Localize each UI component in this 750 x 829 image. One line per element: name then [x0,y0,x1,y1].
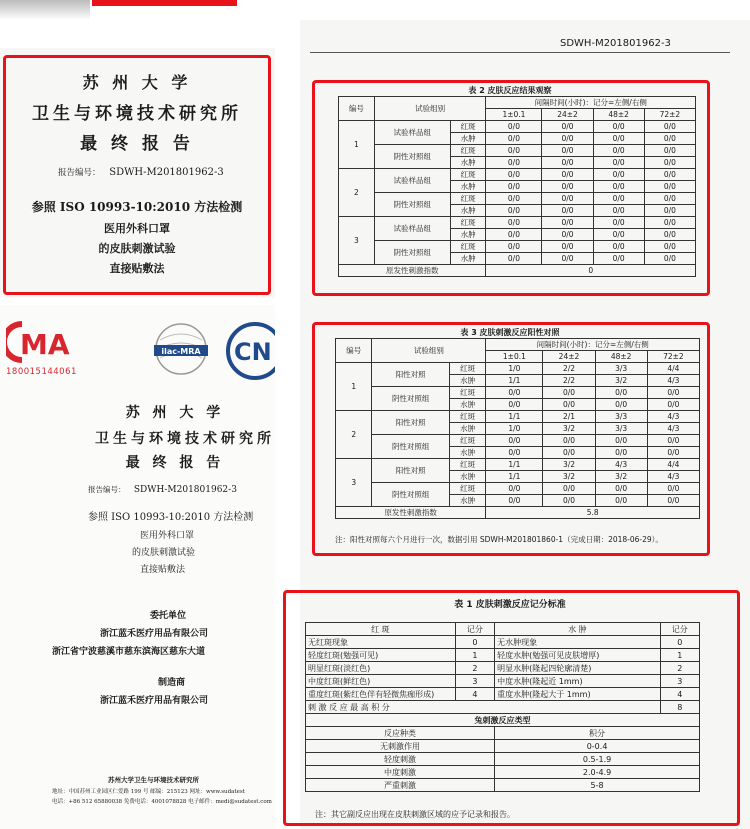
cnas-logo [220,322,275,380]
score-cell: 0/0 [644,145,695,157]
time-header: 48±2 [595,351,647,363]
reaction-type: 红斑 [450,217,486,229]
score-cell: 0/0 [593,193,644,205]
score-cell: 1/0 [486,423,543,435]
ilac-text: ilac-MRA [161,347,201,356]
col-time-header: 间隔时间(小时)：记分=左侧/右侧 [486,339,700,351]
cover2-institute-line2: 卫生与环境技术研究所 [95,431,275,447]
cover2-maker-label: 制造商 [158,678,186,688]
header-row [339,97,696,109]
table-row [336,459,700,471]
cover1-method: 直接贴敷法 [109,262,165,275]
erythema-desc: 重度红斑(紫红色伴有轻微焦痂形成) [306,688,456,701]
score-cell: 0/0 [644,205,695,217]
cover2-footer-addr: 地址：中国苏州工业园区仁爱路 199 号 邮编：215123 网址：www.sudatest [52,789,245,795]
reaction-type: 水肿 [449,447,485,459]
reaction-type: 水肿 [450,229,486,241]
col-group-header: 试验组别 [372,339,486,363]
score-cell: 0/0 [593,253,644,265]
type-col1: 反应种类 [306,727,495,740]
max-score-row [306,701,700,714]
ilac-mra-logo [150,322,212,377]
score-cell: 0/0 [486,495,543,507]
cover2-report-no-value: SDWH-M201801962-3 [133,485,237,495]
reaction-type: 红斑 [450,121,486,133]
type-header: 兔刺激反应类型 [306,714,700,727]
header-row [306,623,700,636]
score-cell: 0/0 [595,387,647,399]
col-time-header: 间隔时间(小时)：记分=左侧/右侧 [486,97,696,109]
group-name: 阳性对照 [372,411,449,435]
score-cell: 0/0 [644,181,695,193]
score-cell: 1/1 [486,459,543,471]
reaction-type: 水肿 [450,181,486,193]
type-name: 无刺激作用 [306,740,495,753]
reaction-type: 红斑 [450,193,486,205]
edema-desc: 无水肿现象 [495,636,660,649]
table-3-caption: 表 3 皮肤刺激反应阳性对照 [460,328,560,337]
reaction-type: 水肿 [450,205,486,217]
score-cell: 0/0 [543,387,595,399]
type-range: 0-0.4 [495,740,700,753]
score-cell: 0/0 [644,193,695,205]
score-cell: 0/0 [542,253,593,265]
cover2-report-no-label: 报告编号： [88,485,126,494]
time-header: 72±2 [647,351,699,363]
score-cell: 0/0 [486,229,542,241]
pii-value: 5.8 [486,507,700,519]
score-cell: 3/2 [595,375,647,387]
col-group-header: 试验组别 [374,97,486,121]
score-cell: 0/0 [593,133,644,145]
edema-desc: 重度水肿(隆起大于 1mm) [495,688,660,701]
time-header: 72±2 [644,109,695,121]
erythema-score: 3 [455,675,494,688]
cma-logo [6,320,78,364]
score-cell: 0/0 [595,495,647,507]
score-cell: 3/3 [595,411,647,423]
table-1 [305,622,700,792]
pii-row [339,265,696,277]
reaction-type: 红斑 [449,483,485,495]
header-report-number: SDWH-M201801962-3 [560,38,671,49]
erythema-score-header: 记分 [455,623,494,636]
type-name: 严重刺激 [306,779,495,792]
score-cell: 0/0 [542,133,593,145]
table-2 [338,96,696,277]
score-cell: 0/0 [486,133,542,145]
edema-score: 4 [660,688,699,701]
score-cell: 0/0 [543,495,595,507]
score-cell: 0/0 [593,121,644,133]
cover2-method-line: 参照 ISO 10993-10:2010 方法检测 [88,512,254,523]
erythema-score: 2 [455,662,494,675]
group-name: 阴性对照组 [374,241,450,265]
cover2-client-label: 委托单位 [150,611,187,621]
score-cell: 0/0 [543,435,595,447]
cover1-institute-line1: 苏 州 大 学 [82,73,192,92]
type-row [306,740,700,753]
score-cell: 0/0 [644,121,695,133]
table-row [339,121,696,133]
score-cell: 0/0 [644,229,695,241]
erythema-desc: 明显红斑(淡红色) [306,662,456,675]
score-cell: 2/2 [543,375,595,387]
table-row [339,145,696,157]
type-row [306,766,700,779]
reaction-type: 水肿 [449,399,485,411]
time-header: 48±2 [593,109,644,121]
score-cell: 4/3 [647,471,699,483]
cover2-client-name: 浙江蓝禾医疗用品有限公司 [100,629,209,639]
reaction-type: 水肿 [449,471,485,483]
type-range: 2.0-4.9 [495,766,700,779]
score-cell: 0/0 [486,157,542,169]
reaction-type: 水肿 [449,495,485,507]
edema-score: 1 [660,649,699,662]
group-name: 阴性对照组 [374,145,450,169]
reaction-type: 红斑 [450,241,486,253]
score-cell: 0/0 [542,217,593,229]
erythema-score: 1 [455,649,494,662]
score-cell: 0/0 [593,217,644,229]
score-cell: 0/0 [644,133,695,145]
score-cell: 0/0 [647,483,699,495]
type-col-row [306,727,700,740]
animal-number: 3 [336,459,372,507]
erythema-score: 4 [455,688,494,701]
table-row [339,169,696,181]
score-cell: 1/1 [486,411,543,423]
reaction-type: 红斑 [449,387,485,399]
cover1-report-no-label: 报告编号： [58,168,101,178]
score-cell: 0/0 [644,253,695,265]
erythema-score: 0 [455,636,494,649]
animal-number: 1 [339,121,375,169]
cover1-report-title: 最 终 报 告 [80,134,194,154]
table-row [339,241,696,253]
table-row [306,636,700,649]
score-cell: 0/0 [486,193,542,205]
type-header-row [306,714,700,727]
cnas-text: CN [234,338,272,366]
table-row [336,411,700,423]
score-cell: 4/3 [647,375,699,387]
reaction-type: 红斑 [449,363,485,375]
cover2-footer-tel: 电话：+86 512 65880038 免费电话：4001078828 电子邮件：medi@sudatest.com [52,799,272,805]
cover2-product: 医用外科口罩 [140,531,195,541]
cover1-report-no-value: SDWH-M201801962-3 [109,167,224,178]
score-cell: 0/0 [595,447,647,459]
edema-score: 3 [660,675,699,688]
score-cell: 0/0 [644,217,695,229]
score-cell: 0/0 [486,253,542,265]
table-row [306,649,700,662]
score-cell: 0/0 [595,483,647,495]
score-cell: 0/0 [486,483,543,495]
score-cell: 2/1 [543,411,595,423]
score-cell: 3/3 [595,363,647,375]
score-cell: 2/2 [543,363,595,375]
score-cell: 0/0 [486,145,542,157]
score-cell: 0/0 [593,169,644,181]
table-row [306,675,700,688]
score-cell: 0/0 [647,399,699,411]
cover2-test-name: 的皮肤刺激试验 [132,548,196,558]
score-cell: 0/0 [542,169,593,181]
score-cell: 0/0 [593,241,644,253]
score-cell: 0/0 [542,229,593,241]
cma-number: 180015144061 [6,367,77,377]
cover1-report-no [58,166,224,178]
score-cell: 0/0 [486,241,542,253]
score-cell: 0/0 [593,229,644,241]
group-name: 阴性对照组 [372,483,449,507]
score-cell: 4/4 [647,459,699,471]
score-cell: 4/3 [647,411,699,423]
erythema-desc: 中度红斑(鲜红色) [306,675,456,688]
erythema-desc: 无红斑现象 [306,636,456,649]
table-1-caption: 表 1 皮肤刺激反应记分标准 [454,600,566,610]
score-cell: 0/0 [542,145,593,157]
type-range: 0.5-1.9 [495,753,700,766]
score-cell: 1/0 [486,363,543,375]
reaction-type: 水肿 [450,157,486,169]
table-row [339,217,696,229]
table-row [339,193,696,205]
cover2-method: 直接贴敷法 [140,565,186,575]
score-cell: 0/0 [486,399,543,411]
reaction-type: 水肿 [449,423,485,435]
edema-desc: 轻度水肿(勉强可见皮肤增厚) [495,649,660,662]
cover2-report-title: 最 终 报 告 [125,455,225,471]
reaction-type: 红斑 [449,459,485,471]
score-cell: 0/0 [647,495,699,507]
edema-header: 水 肿 [495,623,660,636]
score-cell: 4/4 [647,363,699,375]
score-cell: 0/0 [644,169,695,181]
pii-label: 原发性刺激指数 [336,507,486,519]
table-row [336,435,700,447]
pii-value: 0 [486,265,696,277]
pii-row [336,507,700,519]
group-name: 阳性对照 [372,459,449,483]
score-cell: 1/1 [486,471,543,483]
score-cell: 0/0 [486,169,542,181]
score-cell: 3/2 [543,459,595,471]
ma-text: MA [20,328,70,361]
score-cell: 3/2 [543,471,595,483]
score-cell: 0/0 [486,205,542,217]
score-cell: 0/0 [542,157,593,169]
animal-number: 3 [339,217,375,265]
edema-desc: 中度水肿(隆起近 1mm) [495,675,660,688]
edema-score: 2 [660,662,699,675]
table-row [336,387,700,399]
group-name: 阴性对照组 [374,193,450,217]
animal-number: 1 [336,363,372,411]
cover1-institute-line2: 卫生与环境技术研究所 [32,104,242,124]
score-cell: 0/0 [486,121,542,133]
time-header: 24±2 [542,109,593,121]
cover2-footer-title: 苏州大学卫生与环境技术研究所 [108,776,199,784]
type-name: 轻度刺激 [306,753,495,766]
top-shadow [0,0,90,20]
group-name: 阴性对照组 [372,435,449,459]
erythema-desc: 轻度红斑(勉强可见) [306,649,456,662]
reaction-type: 红斑 [449,435,485,447]
score-cell: 0/0 [647,435,699,447]
table-3 [335,338,700,519]
score-cell: 0/0 [486,447,543,459]
score-cell: 0/0 [542,193,593,205]
group-name: 阴性对照组 [372,387,449,411]
table-1-note: 注：其它副反应出现在皮肤刺激区域的应予记录和报告。 [315,810,515,819]
animal-number: 2 [339,169,375,217]
max-score-label: 刺 激 反 应 最 高 积 分 [306,701,661,714]
reaction-type: 红斑 [450,145,486,157]
group-name: 阳性对照 [372,363,449,387]
score-cell: 0/0 [647,447,699,459]
top-red-tab [92,0,237,6]
score-cell: 0/0 [593,145,644,157]
table-row [306,662,700,675]
type-row [306,779,700,792]
time-header: 1±0.1 [486,351,543,363]
score-cell: 0/0 [542,181,593,193]
score-cell: 0/0 [486,217,542,229]
table-row [336,483,700,495]
reaction-type: 红斑 [449,411,485,423]
type-range: 5-8 [495,779,700,792]
table-row [306,688,700,701]
score-cell: 0/0 [542,121,593,133]
table-3-note: 注：阳性对照每六个月进行一次，数据引用 SDWH-M201801860-1（完成日期：2018-06-29）。 [335,535,663,544]
header-row [336,339,700,351]
col-no-header: 编号 [336,339,372,363]
score-cell: 1/1 [486,375,543,387]
score-cell: 0/0 [542,241,593,253]
header-rule [310,52,730,53]
reaction-type: 红斑 [450,169,486,181]
edema-score-header: 记分 [660,623,699,636]
type-name: 中度刺激 [306,766,495,779]
score-cell: 0/0 [595,399,647,411]
score-cell: 3/2 [595,471,647,483]
cover2-report-no [88,484,237,495]
score-cell: 0/0 [543,399,595,411]
cover1-test-name: 的皮肤刺激试验 [98,242,176,255]
time-header: 1±0.1 [486,109,542,121]
score-cell: 0/0 [644,241,695,253]
cover1-product: 医用外科口罩 [104,222,170,235]
score-cell: 0/0 [593,157,644,169]
group-name: 试验样品组 [374,169,450,193]
score-cell: 4/3 [647,423,699,435]
score-cell: 0/0 [486,181,542,193]
pii-label: 原发性刺激指数 [339,265,486,277]
group-name: 试验样品组 [374,217,450,241]
col-no-header: 编号 [339,97,375,121]
table-row [336,363,700,375]
edema-desc: 明显水肿(隆起四轮廓清楚) [495,662,660,675]
time-header: 24±2 [543,351,595,363]
score-cell: 0/0 [543,483,595,495]
table-2-caption: 表 2 皮肤反应结果观察 [468,86,552,95]
cover2-maker-name: 浙江蓝禾医疗用品有限公司 [100,696,209,706]
score-cell: 4/3 [595,459,647,471]
score-cell: 3/2 [543,423,595,435]
score-cell: 3/3 [595,423,647,435]
score-cell: 0/0 [644,157,695,169]
score-cell: 0/0 [593,181,644,193]
score-cell: 0/0 [486,387,543,399]
cover2-client-address: 浙江省宁波慈溪市慈东滨海区慈东大道 [52,647,206,657]
score-cell: 0/0 [593,205,644,217]
type-row [306,753,700,766]
score-cell: 0/0 [486,435,543,447]
reaction-type: 水肿 [450,133,486,145]
score-cell: 0/0 [543,447,595,459]
cover-page-2 [0,305,275,829]
score-cell: 0/0 [647,387,699,399]
cover2-institute-line1: 苏 州 大 学 [125,405,225,421]
cover1-method-line: 参照 ISO 10993-10:2010 方法检测 [31,200,243,214]
group-name: 试验样品组 [374,121,450,145]
animal-number: 2 [336,411,372,459]
reaction-type: 水肿 [450,253,486,265]
type-col2: 积分 [495,727,700,740]
reaction-type: 水肿 [449,375,485,387]
max-score-value: 8 [660,701,699,714]
score-cell: 0/0 [542,205,593,217]
score-cell: 0/0 [595,435,647,447]
edema-score: 0 [660,636,699,649]
erythema-header: 红 斑 [306,623,456,636]
